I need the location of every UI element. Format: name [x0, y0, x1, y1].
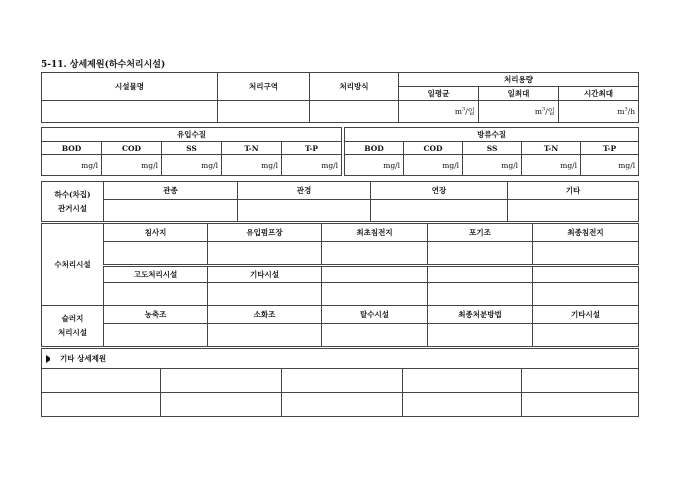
- cell-pipe-diameter[interactable]: [238, 200, 371, 222]
- water-quality-table: [41, 127, 639, 176]
- cell-facility-name[interactable]: [42, 101, 218, 123]
- sewer-table: [41, 181, 639, 222]
- header-daily-max: 일최대: [479, 87, 559, 101]
- cell-other-facility[interactable]: [208, 283, 322, 306]
- header-pump-station: 유입펌프장: [208, 224, 322, 242]
- effluent-tp-value[interactable]: mg/l: [581, 155, 639, 176]
- cell-sewer-etc[interactable]: [508, 200, 639, 222]
- cell-other-7[interactable]: [161, 393, 282, 417]
- cell-grit-chamber[interactable]: [104, 242, 208, 266]
- cell-other-8[interactable]: [282, 393, 403, 417]
- header-pipe-diameter: 관경: [238, 182, 371, 200]
- cell-method[interactable]: [310, 101, 399, 123]
- influent-tp-value[interactable]: mg/l: [282, 155, 342, 176]
- effluent-ss-value[interactable]: mg/l: [463, 155, 522, 176]
- section-title: 5-11. 상세제원(하수처리시설): [41, 60, 166, 70]
- header-thickener: 농축조: [104, 306, 208, 324]
- header-method: 처리방식: [310, 73, 399, 101]
- influent-bod: BOD: [42, 142, 102, 155]
- cell-aeration-tank[interactable]: [428, 242, 533, 266]
- effluent-tn: T-N: [522, 142, 581, 155]
- cell-other-4[interactable]: [403, 369, 522, 393]
- header-zone: 처리구역: [218, 73, 310, 101]
- cell-advanced-treatment[interactable]: [104, 283, 208, 306]
- cell-other-10[interactable]: [522, 393, 639, 417]
- cell-other-9[interactable]: [403, 393, 522, 417]
- header-sewer-etc: 기타: [508, 182, 639, 200]
- sewer-label: 하수(차집) 관거시설: [42, 182, 104, 222]
- cell-daily-avg[interactable]: $m^3/$일: [399, 101, 479, 123]
- cell-other-1[interactable]: [42, 369, 161, 393]
- cell-pipe-type[interactable]: [104, 200, 238, 222]
- cell-pump-station[interactable]: [208, 242, 322, 266]
- facility-table: [41, 72, 639, 123]
- header-pipe-type: 관종: [104, 182, 238, 200]
- other-details-header: 기타 상세제원: [42, 349, 639, 369]
- cell-final-clarifier[interactable]: [533, 242, 639, 266]
- header-dewatering: 탈수시설: [322, 306, 428, 324]
- header-pipe-length: 연장: [371, 182, 508, 200]
- cell-digester[interactable]: [208, 324, 322, 347]
- header-other-facility: 기타시설: [208, 266, 322, 283]
- sludge-table: [41, 305, 639, 347]
- cell-other-2[interactable]: [161, 369, 282, 393]
- cell-thickener[interactable]: [104, 324, 208, 347]
- sludge-label: 슬러지 처리시설: [42, 306, 104, 347]
- header-primary-clarifier: 최초침전지: [322, 224, 428, 242]
- cell-zone[interactable]: [218, 101, 310, 123]
- cell-sludge-other[interactable]: [533, 324, 639, 347]
- header-daily-avg: 일평균: [399, 87, 479, 101]
- header-digester: 소화조: [208, 306, 322, 324]
- effluent-bod-value[interactable]: mg/l: [345, 155, 404, 176]
- header-final-clarifier: 최종침전지: [533, 224, 639, 242]
- header-effluent: 방류수질: [345, 128, 639, 142]
- effluent-cod-value[interactable]: mg/l: [404, 155, 463, 176]
- effluent-cod: COD: [404, 142, 463, 155]
- header-sludge-other: 기타시설: [533, 306, 639, 324]
- influent-cod-value[interactable]: mg/l: [102, 155, 162, 176]
- influent-cod: COD: [102, 142, 162, 155]
- header-aeration-tank: 포기조: [428, 224, 533, 242]
- cell-daily-max[interactable]: $m^3/$일: [479, 101, 559, 123]
- triangle-right-icon: [46, 354, 60, 363]
- cell-other-3[interactable]: [282, 369, 403, 393]
- cell-dewatering[interactable]: [322, 324, 428, 347]
- cell-other-5[interactable]: [522, 369, 639, 393]
- influent-bod-value[interactable]: mg/l: [42, 155, 102, 176]
- effluent-bod: BOD: [345, 142, 404, 155]
- header-final-disposal: 최종처분방법: [428, 306, 533, 324]
- cell-hourly-max[interactable]: $m^3/h$: [559, 101, 639, 123]
- effluent-ss: SS: [463, 142, 522, 155]
- treatment-table: [41, 223, 639, 306]
- influent-tn-value[interactable]: mg/l: [222, 155, 282, 176]
- effluent-tp: T-P: [581, 142, 639, 155]
- header-facility-name: 시설물명: [42, 73, 218, 101]
- header-advanced-treatment: 고도처리시설: [104, 266, 208, 283]
- cell-primary-clarifier[interactable]: [322, 242, 428, 266]
- influent-tn: T-N: [222, 142, 282, 155]
- other-details-table: [41, 348, 639, 417]
- header-capacity: 처리용량: [399, 73, 639, 87]
- influent-ss-value[interactable]: mg/l: [162, 155, 222, 176]
- cell-pipe-length[interactable]: [371, 200, 508, 222]
- effluent-tn-value[interactable]: mg/l: [522, 155, 581, 176]
- header-hourly-max: 시간최대: [559, 87, 639, 101]
- header-grit-chamber: 침사지: [104, 224, 208, 242]
- cell-other-6[interactable]: [42, 393, 161, 417]
- header-influent: 유입수질: [42, 128, 342, 142]
- influent-ss: SS: [162, 142, 222, 155]
- cell-final-disposal[interactable]: [428, 324, 533, 347]
- influent-tp: T-P: [282, 142, 342, 155]
- treatment-label: 수처리시설: [42, 224, 104, 306]
